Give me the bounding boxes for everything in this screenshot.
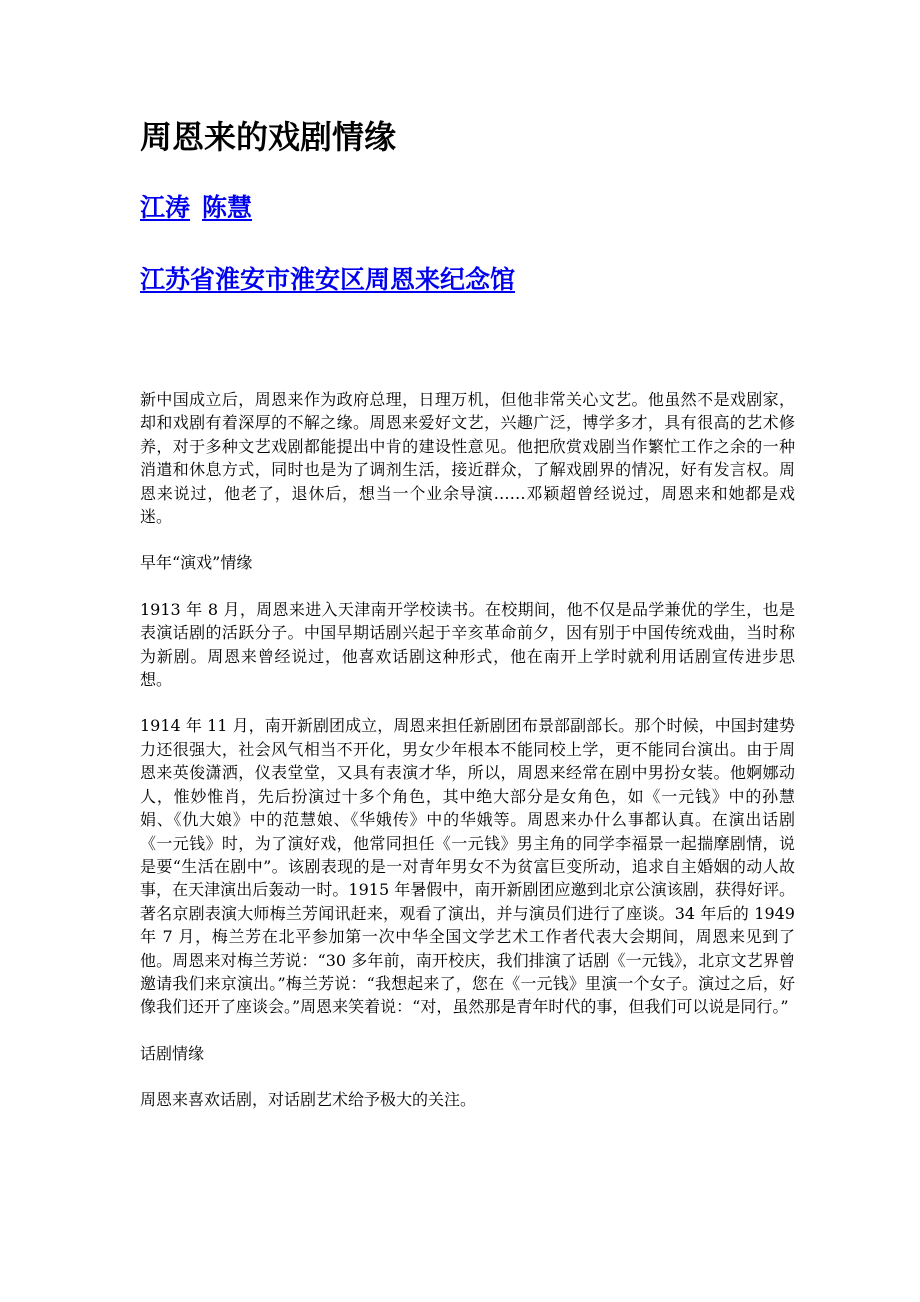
article-body	[140, 388, 795, 1135]
paragraph-drama-interest: 周恩来喜欢话剧，对话剧艺术给予极大的关注。	[140, 1090, 477, 1110]
paragraph-1913: 1913 年 8 月，周恩来进入天津南开学校读书。在校期间，他不仅是品学兼优的学生，也是表演话剧的活跃分子。中国早期话剧兴起于辛亥革命前夕，因有别于中国传统戏曲，当时称为新剧。周恩来曾经说过，他喜欢话剧这种形式，他在南开上学时就利用话剧宣传进步思想。	[140, 599, 795, 690]
affiliation-link[interactable]: 江苏省淮安市淮安区周恩来纪念馆	[140, 265, 516, 294]
author-link-chen-hui[interactable]: 陈慧	[202, 193, 253, 222]
section-heading-early-acting: 早年“演戏”情缘	[140, 553, 253, 573]
paragraph-1914: 1914 年 11 月，南开新剧团成立，周恩来担任新剧团布景部副部长。那个时候，中国封建势力还很强大，社会风气相当不开化，男女少年根本不能同校上学，更不能同台演出。由于周恩来英俊潇洒，仪表堂堂，又具有表演才华，所以，周恩来经常在剧中男扮女装。他婀娜动人，惟妙惟肖，先后扮演过十多个角色，其中绝大部分是女角色，如《一元钱》中的孙慧娟、《仇大娘》中的范慧娘、《华娥传》中的华娥等。周恩来办什么事都认真。在演出话剧《一元钱》时，为了演好戏，他常同担任《一元钱》男主角的同学李福景一起揣摩剧情，说是要“生活在剧中”。该剧表现的是一对青年男女不为贫富巨变所动，追求自主婚姻的动人故事，在天津演出后轰动一时。1915 年暑假中，南开新剧团应邀到北京公演该剧，获得好评。著名京剧表演大师梅兰芳闻讯赶来，观看了演出，并与演员们进行了座谈。34 年后的 1949 年 7 月，梅兰芳在北平参加第一次中华全国文学艺术工作者代表大会期间，周恩来见到了他。周恩来对梅兰芳说：“30 多年前，南开校庆，我们排演了话剧《一元钱》，北京文艺界曾邀请我们来京演出。”梅兰芳说：“我想起来了，您在《一元钱》里演一个女子。演过之后，好像我们还开了座谈会。”周恩来笑着说：“对，虽然那是青年时代的事，但我们可以说是同行。”	[140, 716, 795, 1017]
affiliation-line	[140, 260, 515, 296]
author-link-jiang-tao[interactable]: 江涛	[140, 193, 191, 222]
article-title: 周恩来的戏剧情缘	[140, 118, 397, 156]
paragraph-intro: 新中国成立后，周恩来作为政府总理，日理万机，但他非常关心文艺。他虽然不是戏剧家，却和戏剧有着深厚的不解之缘。周恩来爱好文艺，兴趣广泛，博学多才，具有很高的艺术修养，对于多种文艺戏剧都能提出中肯的建设性意见。他把欣赏戏剧当作繁忙工作之余的一种消遣和休息方式，同时也是为了调剂生活，接近群众，了解戏剧界的情况，好有发言权。周恩来说过，他老了，退休后，想当一个业余导演……邓颖超曾经说过，周恩来和她都是戏迷。	[140, 390, 795, 527]
author-line	[140, 188, 252, 224]
section-heading-drama: 话剧情缘	[140, 1043, 205, 1063]
